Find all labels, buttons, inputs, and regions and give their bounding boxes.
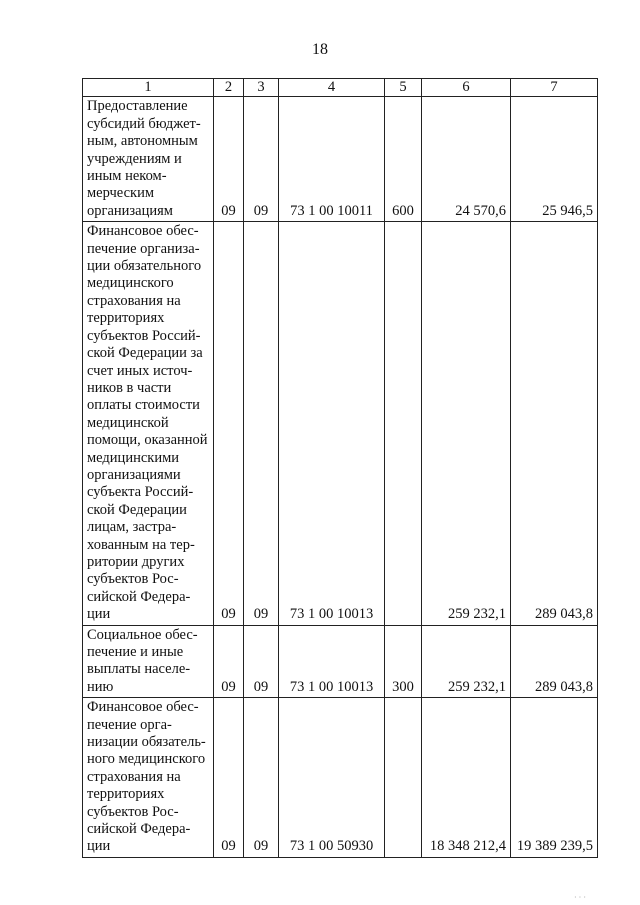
- item-name-line: Финансовое обес-: [87, 223, 199, 240]
- item-name-line: субсидий бюджет-: [87, 115, 201, 132]
- cell-amount-year-1: 259 232,1: [422, 625, 511, 698]
- scan-speck: · · ·: [574, 893, 586, 902]
- item-name-line: территориях: [87, 786, 165, 803]
- cell-amount-year-2: 19 389 239,5: [511, 698, 598, 858]
- item-name-line: субъектов Рос-: [87, 571, 179, 588]
- item-name-line: ции: [87, 606, 111, 623]
- item-name-line: печение и иные: [87, 644, 184, 660]
- item-name-line: учреждениям и: [87, 150, 182, 167]
- cell-amount-year-1: 24 570,6: [422, 97, 511, 222]
- item-name-line: оплаты стоимости: [87, 397, 200, 414]
- cell-subsection: 09: [244, 698, 279, 858]
- item-name-line: печение организа-: [87, 240, 200, 257]
- cell-amount-year-1: 259 232,1: [422, 222, 511, 625]
- item-name-line: организациям: [87, 202, 173, 219]
- header-col-2: 2: [214, 79, 244, 97]
- table-body: [83, 97, 598, 857]
- item-name-line: счет иных источ-: [87, 362, 193, 379]
- cell-expense-type: [385, 222, 422, 625]
- header-col-3: 3: [244, 79, 279, 97]
- item-name-line: территориях: [87, 310, 165, 327]
- cell-item-name: [83, 222, 214, 625]
- item-name-line: ции обязательного: [87, 258, 202, 275]
- cell-target-article: 73 1 00 50930: [279, 698, 385, 858]
- cell-expense-type: 600: [385, 97, 422, 222]
- cell-amount-year-2: 289 043,8: [511, 222, 598, 625]
- cell-section: 09: [214, 698, 244, 858]
- cell-target-article: 73 1 00 10011: [279, 97, 385, 222]
- header-col-6: 6: [422, 79, 511, 97]
- header-col-4: 4: [279, 79, 385, 97]
- cell-item-name: [83, 97, 214, 222]
- item-name-line: печение орга-: [87, 716, 172, 733]
- item-name-line: помощи, оказанной: [87, 432, 208, 449]
- item-name-line: ритории других: [87, 553, 185, 570]
- table-header-row: [83, 79, 598, 97]
- item-name-line: страхования на: [87, 292, 181, 309]
- cell-subsection: 09: [244, 222, 279, 625]
- item-name-line: хованным на тер-: [87, 536, 195, 553]
- item-name-line: субъектов Россий-: [87, 327, 201, 344]
- item-name-line: Социальное обес-: [87, 626, 198, 643]
- header-col-7: 7: [511, 79, 598, 97]
- cell-amount-year-2: 25 946,5: [511, 97, 598, 222]
- item-name-line: Предоставление: [87, 98, 188, 115]
- item-name-line: сийской Федера-: [87, 821, 191, 838]
- cell-expense-type: 300: [385, 625, 422, 698]
- item-name-line: страхования на: [87, 768, 181, 785]
- table-row: [83, 97, 598, 222]
- cell-subsection: 09: [244, 625, 279, 698]
- item-name-line: ской Федерации: [87, 501, 187, 518]
- header-col-5: 5: [385, 79, 422, 97]
- item-name-line: Финансовое обес-: [87, 699, 199, 716]
- item-name-line: ской Федерации за: [87, 345, 203, 362]
- item-name-line: мерческим: [87, 185, 155, 202]
- item-name-line: ников в части: [87, 379, 172, 396]
- item-name-line: сийской Федера-: [87, 588, 191, 605]
- table-row: [83, 698, 598, 858]
- budget-table: [82, 78, 598, 858]
- cell-amount-year-2: 289 043,8: [511, 625, 598, 698]
- table-row: [83, 625, 598, 698]
- cell-section: 09: [214, 222, 244, 625]
- cell-subsection: 09: [244, 97, 279, 222]
- item-name-line: ции: [87, 838, 111, 855]
- cell-section: 09: [214, 97, 244, 222]
- item-name-line: медицинской: [87, 414, 169, 431]
- item-name-line: медицинскими: [87, 449, 180, 466]
- cell-item-name: [83, 698, 214, 858]
- item-name-line: выплаты населе-: [87, 661, 191, 678]
- cell-item-name: [83, 625, 214, 698]
- page-number: 18: [312, 41, 328, 58]
- item-name-line: организациями: [87, 466, 181, 483]
- cell-target-article: 73 1 00 10013: [279, 625, 385, 698]
- item-name-line: субъектов Рос-: [87, 803, 179, 820]
- item-name-line: ным, автономным: [87, 133, 198, 150]
- header-col-1: 1: [83, 79, 214, 97]
- cell-section: 09: [214, 625, 244, 698]
- cell-target-article: 73 1 00 10013: [279, 222, 385, 625]
- item-name-line: лицам, застра-: [87, 519, 177, 536]
- item-name-line: иным неком-: [87, 168, 167, 185]
- item-name-line: субъекта Россий-: [87, 484, 194, 501]
- item-name-line: низации обязатель-: [87, 734, 206, 751]
- table-row: [83, 222, 598, 625]
- cell-amount-year-1: 18 348 212,4: [422, 698, 511, 858]
- cell-expense-type: [385, 698, 422, 858]
- item-name-line: ного медицинского: [87, 751, 206, 768]
- item-name-line: медицинского: [87, 275, 174, 292]
- item-name-line: нию: [87, 678, 114, 695]
